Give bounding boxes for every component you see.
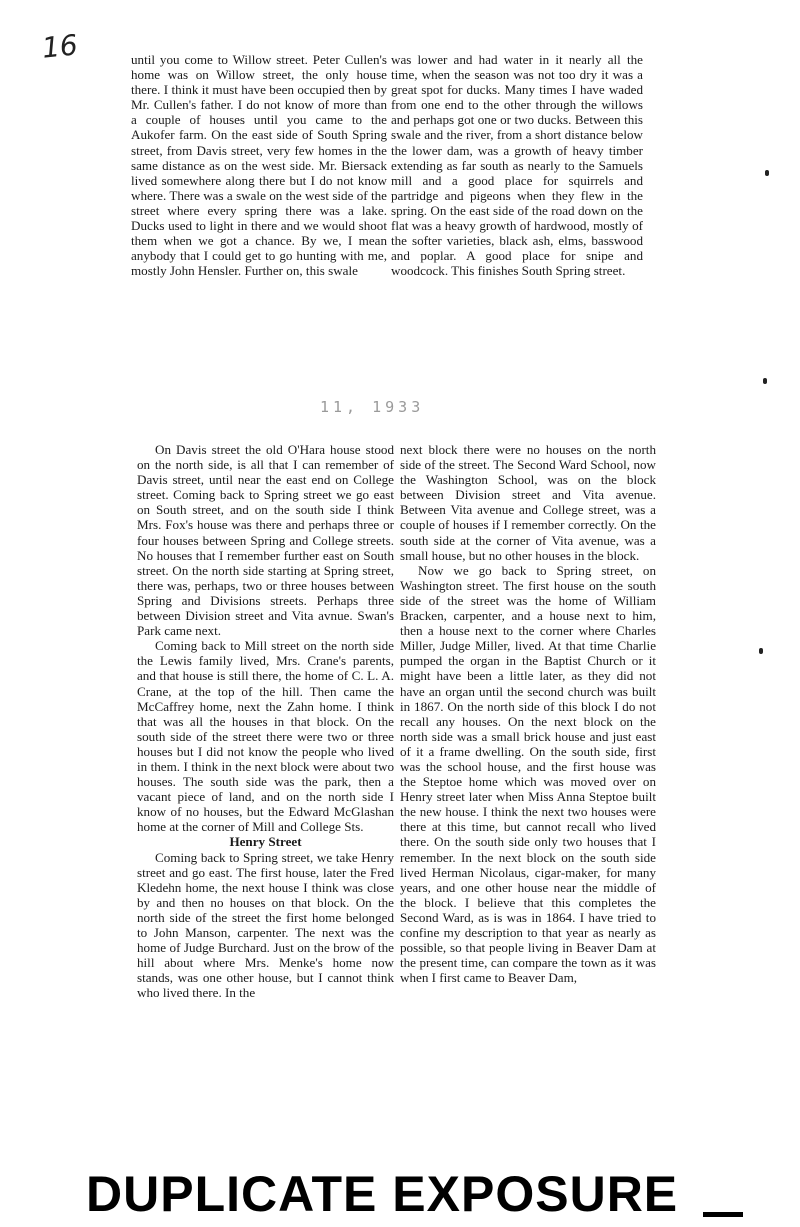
scan-speck: [765, 170, 769, 176]
footer-mark: [703, 1212, 743, 1217]
paragraph: Coming back to Mill street on the north side the Lewis family lived, Mrs. Crane's parents, and that house is still there, the home of C. L. A. Crane, at the top of the hill. Then came the McCaffrey home, next the Zahn home. I think that was all the houses in that block. On the south side of the street there were two or three houses but I did not know the people who lived in them. I think in the next block were about two houses. The south side was the park, then a vacant piece of land, and on the north side I know of no houses, but the Edward McGlashan home at the corner of Mill and College Sts.: [137, 638, 394, 835]
paragraph: until you come to Willow street. Peter Cullen's home was on Willow street, the only house there. I think it must have been occupied then by Mr. Cullen's father. I do not know of more than a couple of houses until you came to the Aukofer farm. On the east side of South Spring street, from Davis street, very few homes in the same distance as on the west side. Mr. Biersack lived somewhere along there but I do not know where. There was a swale on the west side of the street where every spring there was a lake. Ducks used to light in there and we would shoot them when we got a chance. By we, I mean anybody that I could get to go hunting with me, mostly John Hensler. Further on, this swale: [131, 52, 387, 279]
paragraph: On Davis street the old O'Hara house stood on the north side, is all that I can remember of Davis street, until near the east end on College street. Coming back to Spring street we go east on South street, and on the south side I think Mrs. Fox's house was there and perhaps three or four houses between Spring and College streets. No houses that I remember further east on South street. On the north side starting at Spring street, there was, perhaps, two or three houses between Spring and Divisions streets. Perhaps three between Division street and Vita avnue. Swan's Park came next.: [137, 442, 394, 639]
duplicate-exposure-label: DUPLICATE EXPOSURE: [86, 1166, 679, 1222]
paragraph: Now we go back to Spring street, on Washington street. The first house on the south side of the street was the home of William Bracken, carpenter, and a house next to him, then a house next to the corner where Charles Miller, Judge Miller, lived. At that time Charlie pumped the organ in the Baptist Church or it might have been a little later, as they did not have an organ until the second church was built in 1867. On the north side of this block I do not recall any houses. On the next block on the north side was a small brick house and just east of it a frame dwelling. On the south side, first was the school house, and the first house was the Steptoe home which was moved over on Henry street later when Miss Anna Steptoe built the new house. I think the next two houses were there at this time, but cannot recall who lived there. On the south side only two houses that I remember. In the next block on the south side lived Herman Nicolaus, cigar-maker, for many years, and one other house near the middle of the block. I believe that this completes the Second Ward, as is was in 1864. I have tried to confine my description to that year as nearly as possible, so that people living in Beaver Dam at the present time, can compare the town as it was when I first came to Beaver Dam,: [400, 562, 656, 986]
clipping-two-left-column: [137, 442, 394, 1000]
paragraph: Coming back to Spring street, we take Henry street and go east. The first house, later the Fred Kledehn home, the next house I think was close by and then no houses on that block. On the north side of the street the first home belonged to John Manson, carpenter. The next was the home of Judge Burchard. Just on the brow of the hill about where Mrs. Menke's home now stands, was one other house, but I cannot think who lived there. In the: [137, 849, 394, 1001]
paragraph: next block there were no houses on the north side of the street. The Second Ward School, now the Washington School, was on the block between Division street and Vita avenue. Between Vita avenue and College street, was a couple of houses if I remember correctly. On the south side at the corner of Vita avenue, was a small house, but no other houses in the block.: [400, 442, 656, 563]
paragraph: was lower and had water in it nearly all the time, when the season was not too dry it was a great spot for ducks. Many times I have waded from one end to the other through the willows and perhaps got one or two ducks. Between this swale and the river, from a short distance below the lower dam, was a growth of heavy timber extending as far south as nearly to the Samuels mill and a good place for squirrels and partridge and pigeons when they flew in the spring. On the east side of the road down on the flat was a heavy growth of hardwood, mostly of the softer varieties, black ash, elms, basswood and poplar. A good place for snipe and woodcock. This finishes South Spring street.: [391, 52, 643, 279]
date-stamp: 11, 1933: [320, 398, 425, 416]
clipping-two-right-column: [400, 442, 656, 985]
clipping-one-left-column: [131, 52, 387, 278]
scan-speck: [763, 378, 767, 384]
section-heading: Henry Street: [229, 834, 302, 850]
page-number: 16: [40, 28, 80, 65]
scan-speck: [759, 648, 763, 654]
clipping-one-right-column: [391, 52, 643, 278]
